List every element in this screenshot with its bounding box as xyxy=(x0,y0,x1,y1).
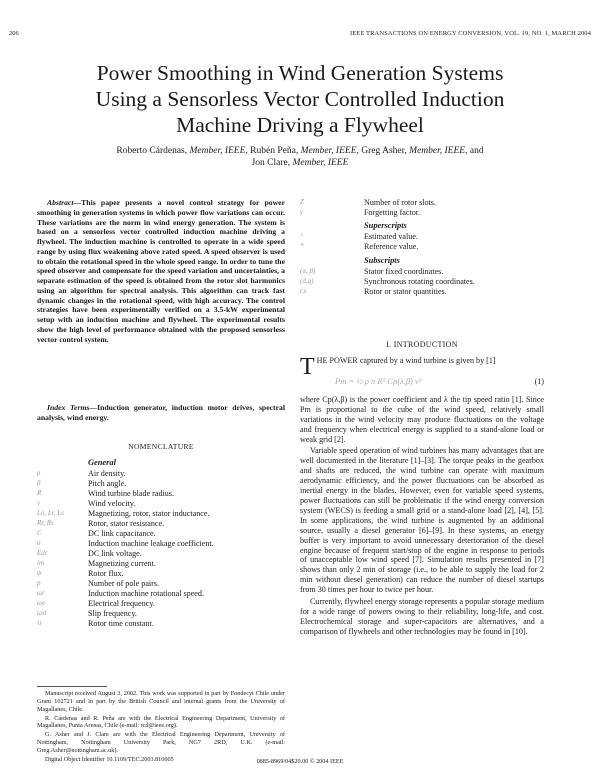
nomenclature-definition: Electrical frequency. xyxy=(88,598,155,608)
nomenclature-symbol: r,s xyxy=(300,286,307,295)
nomenclature-definition: DC link capacitance. xyxy=(88,528,156,538)
nomenclature-symbol: R xyxy=(37,488,42,497)
nomenclature-entry xyxy=(37,539,285,549)
author-list xyxy=(40,146,560,169)
nomenclature-entry xyxy=(37,519,285,529)
nomenclature-definition: Stator fixed coordinates. xyxy=(364,266,444,276)
nomenclature-definition: Wind turbine blade radius. xyxy=(88,488,174,498)
copyright-line: 0885-8969/04$20.00 © 2004 IEEE xyxy=(256,758,344,765)
nomenclature-entry xyxy=(300,267,544,277)
author-name: Roberto Cárdenas, xyxy=(116,146,190,156)
nomenclature-symbol: σ xyxy=(37,538,41,547)
equation-1 xyxy=(300,377,544,391)
footnote-doi: Digital Object Identifier 10.1109/TEC.2003.816605 xyxy=(45,755,174,763)
nomenclature-entry xyxy=(37,509,285,519)
subscripts-subheading: Subscripts xyxy=(364,255,400,265)
nomenclature-symbol: p xyxy=(37,578,41,587)
nomenclature-definition: Magnetizing, rotor, stator inductance. xyxy=(88,508,210,518)
nomenclature-symbol: ωe xyxy=(37,598,46,607)
nomenclature-symbol: Z xyxy=(300,198,304,206)
equation-expression: Pm = ½ ρ π R² Cp(λ,β) v³ xyxy=(335,375,422,386)
nomenclature-entry xyxy=(37,549,285,559)
author-membership: Member, IEEE xyxy=(189,146,246,156)
author-name: , Rubén Peña, xyxy=(245,146,301,156)
footnotes xyxy=(37,690,285,764)
nomenclature-entry xyxy=(37,569,285,579)
nomenclature-symbol: Rr, Rs xyxy=(37,518,54,527)
nomenclature-definition: Induction machine rotational speed. xyxy=(88,588,204,598)
abstract-text: This paper presents a novel control strategy for power smoothing in generation systems in which power flow variations can occur. These variations are the norm in wind energy generation. The system is based on a sensorless vector controlled induction machine driving a flywheel. The induction machine is controlled to operate in a wide speed range by using flux weakening above rated speed. A speed observer is used to obtain the rotational speed in the whole speed range. In order to tune the speed observer and compensate for the speed variation and uncertainties, a separate estimation of the speed is obtained from the rotor slot harmonics using an algorithm for spectral analysis. This algorithm can track fast dynamic changes in the rotational speed, with high accuracy. The control strategies have been experimentally verified on a 3.5-kW experimental setup with an induction machine and flywheel. The experimental results show the high level of performance obtained with the proposed sensorless vector control system. xyxy=(37,198,285,344)
nomenclature-definition: Reference value. xyxy=(364,241,419,251)
nomenclature-symbol: Edc xyxy=(37,548,48,557)
paper-title xyxy=(30,60,570,138)
nomenclature-definition: Forgetting factor. xyxy=(364,208,421,217)
nomenclature-definition: Slip frequency. xyxy=(88,608,137,618)
intro-paragraph-3: Currently, flywheel energy storage represents a popular storage medium for a wide range of powers owing to their reliability, long-life, and cost. Electrochemical storage and super-capacitors are alternatives, and a comparison of flywheels and other technologies may be found in [10]. xyxy=(300,597,544,636)
page-number: 206 xyxy=(9,30,19,37)
nomenclature-definition: Induction machine leakage coefficient. xyxy=(88,538,214,548)
nomenclature-entry xyxy=(37,599,285,609)
intro-first-line xyxy=(300,353,544,380)
footnote-manuscript: Manuscript received August 3, 2002. This work was supported in part by Fondecyt Chile under Grant 102721 and in part by the British Council and internal grants from the University of Magallanes, Chile. xyxy=(37,690,285,713)
nomenclature-symbol: τr xyxy=(37,618,43,627)
nomenclature-definition: Rotor flux. xyxy=(88,568,124,578)
nomenclature-definition: Rotor, stator resistance. xyxy=(88,518,165,528)
nomenclature-symbol: (d,q) xyxy=(300,276,314,285)
nomenclature-entry xyxy=(300,198,544,208)
nomenclature-entry xyxy=(37,589,285,599)
nomenclature-definition: Number of pole pairs. xyxy=(88,578,160,588)
nomenclature-symbol: * xyxy=(300,241,304,250)
equation-number: (1) xyxy=(534,376,544,386)
nomenclature-entry xyxy=(37,489,285,499)
intro-paragraph-2: Variable speed operation of wind turbines has many advantages that are well documented in the literature [1]–[3]. The torque peaks in the gearbox and shafts are reduced, the wind turbine can operate with maximum aerodynamic efficiency, and the power fluctuations can be absorbed as inertial energy in the blades. However, even for variable speed systems, power fluctuations can still be problematic if the wind energy conversion system (WECS) is feeding a small grid or a stand-alone load [2], [4], [5]. In some applications, the wind turbine is augmented by an additional source, usually a diesel generator [6]–[9]. In these systems, an energy buffer is very important to avoid unnecessary deterioration of the diesel engine because of frequent start/stop of the engine in response to periods of unacceptable low wind speed [7]. Simulation results presented in [7] shows than only 2 min of storage (i.e., to be able to supply the load for 2 min without diesel generation) can reduce the number of diesel startups from 30 times per hour to twice per hour. xyxy=(300,446,544,595)
nomenclature-symbol: γ xyxy=(300,208,303,216)
nomenclature-entry xyxy=(37,499,285,509)
nomenclature-entry xyxy=(300,287,544,297)
nomenclature-definition: DC link voltage. xyxy=(88,548,142,558)
footnote-affiliation-2: G. Asher and J. Clare are with the Electrical Engineering Department, University of Nottingham, Nottingham University Park, NG7 2RD, U.K. (e-mail: Greg.Asher@nottingham.ac.uk). xyxy=(37,731,285,754)
general-subheading: General xyxy=(88,458,116,467)
abstract-label: Abstract— xyxy=(47,198,82,207)
nomenclature-entry xyxy=(37,469,285,479)
nomenclature-symbol: ψ xyxy=(37,568,42,577)
title-line-2: Using a Sensorless Vector Controlled Induction xyxy=(95,87,505,111)
abstract xyxy=(37,198,285,344)
nomenclature-entry xyxy=(37,529,285,539)
intro-lead-text: HE POWER captured by a wind turbine is given by [1] xyxy=(316,355,496,365)
author-separator: , and xyxy=(465,146,484,156)
nomenclature-symbol: ωr xyxy=(37,588,45,597)
nomenclature-entry xyxy=(300,277,544,287)
title-line-3: Machine Driving a Flywheel xyxy=(176,113,424,137)
nomenclature-definition: Synchronous rotating coordinates. xyxy=(364,276,475,286)
nomenclature-heading: NOMENCLATURE xyxy=(128,442,194,451)
nomenclature-symbol: v xyxy=(37,498,41,507)
footnote-affiliation-1: R. Cárdenas and R. Peña are with the Electrical Engineering Department, University of Magallanes, Punta Arenas, Chile (e-mail: rcd@ieee.org). xyxy=(37,714,285,730)
nomenclature-symbol: C xyxy=(37,528,42,537)
index-terms-text: Induction generator, induction motor drives, spectral analysis, wind energy. xyxy=(37,403,285,422)
nomenclature-symbol: β xyxy=(37,478,41,487)
introduction-section xyxy=(300,340,544,637)
nomenclature-entry xyxy=(300,242,544,252)
nomenclature-symbol: ^ xyxy=(300,231,303,240)
nomenclature-definition: Magnetizing current. xyxy=(88,558,156,568)
nomenclature-definition: Pitch angle. xyxy=(88,478,127,488)
nomenclature-symbol: Lo, Lr, Ls xyxy=(37,508,64,517)
nomenclature-definition: Rotor time constant. xyxy=(88,618,154,628)
nomenclature-entry xyxy=(37,579,285,589)
nomenclature-definition: Rotor or stator quantities. xyxy=(364,286,447,296)
nomenclature-definition: Number of rotor slots. xyxy=(364,198,436,207)
nomenclature-general xyxy=(37,458,285,629)
drop-cap: T xyxy=(300,353,315,380)
intro-paragraph-1: where Cp(λ,β) is the power coefficient and λ the tip speed ratio [1]. Since Pm is proportional to the cube of the wind speed, relatively small variations in the wind velocity may produce fluctuations on the voltage and frequency when electrical energy is supplied to a stand-alone load or weak grid [2]. xyxy=(300,394,544,444)
nomenclature-definition: Estimated value. xyxy=(364,231,418,241)
author-membership: Member, IEEE xyxy=(300,146,357,156)
section-heading: I. INTRODUCTION xyxy=(386,340,458,349)
title-line-1: Power Smoothing in Wind Generation Systems xyxy=(96,61,504,85)
nomenclature-entry xyxy=(37,609,285,619)
author-membership: Member, IEEE xyxy=(292,157,349,168)
nomenclature-entry xyxy=(300,208,544,218)
index-terms xyxy=(37,403,285,423)
nomenclature-symbol: ρ xyxy=(37,468,41,477)
author-membership: Member, IEEE xyxy=(409,146,466,156)
nomenclature-symbol: (α, β) xyxy=(300,266,316,275)
nomenclature-entry xyxy=(37,559,285,569)
superscripts-subheading: Superscripts xyxy=(364,221,407,230)
author-name: , Greg Asher, xyxy=(356,146,410,156)
author-name: Jon Clare, xyxy=(251,157,293,168)
index-terms-label: Index Terms— xyxy=(47,403,98,412)
nomenclature-entry xyxy=(300,232,544,242)
nomenclature-symbol: im xyxy=(37,558,44,567)
running-header xyxy=(9,30,591,42)
nomenclature-entry xyxy=(37,479,285,489)
nomenclature-definition: Wind velocity. xyxy=(88,498,136,508)
nomenclature-continued xyxy=(300,198,544,297)
nomenclature-definition: Air density. xyxy=(88,468,126,478)
journal-name: IEEE TRANSACTIONS ON ENERGY CONVERSION, VOL. 19, NO. 1, MARCH 2004 xyxy=(349,30,591,37)
nomenclature-symbol: ωsl xyxy=(37,608,47,617)
footnote-rule xyxy=(37,686,107,687)
nomenclature-entry xyxy=(37,619,285,629)
